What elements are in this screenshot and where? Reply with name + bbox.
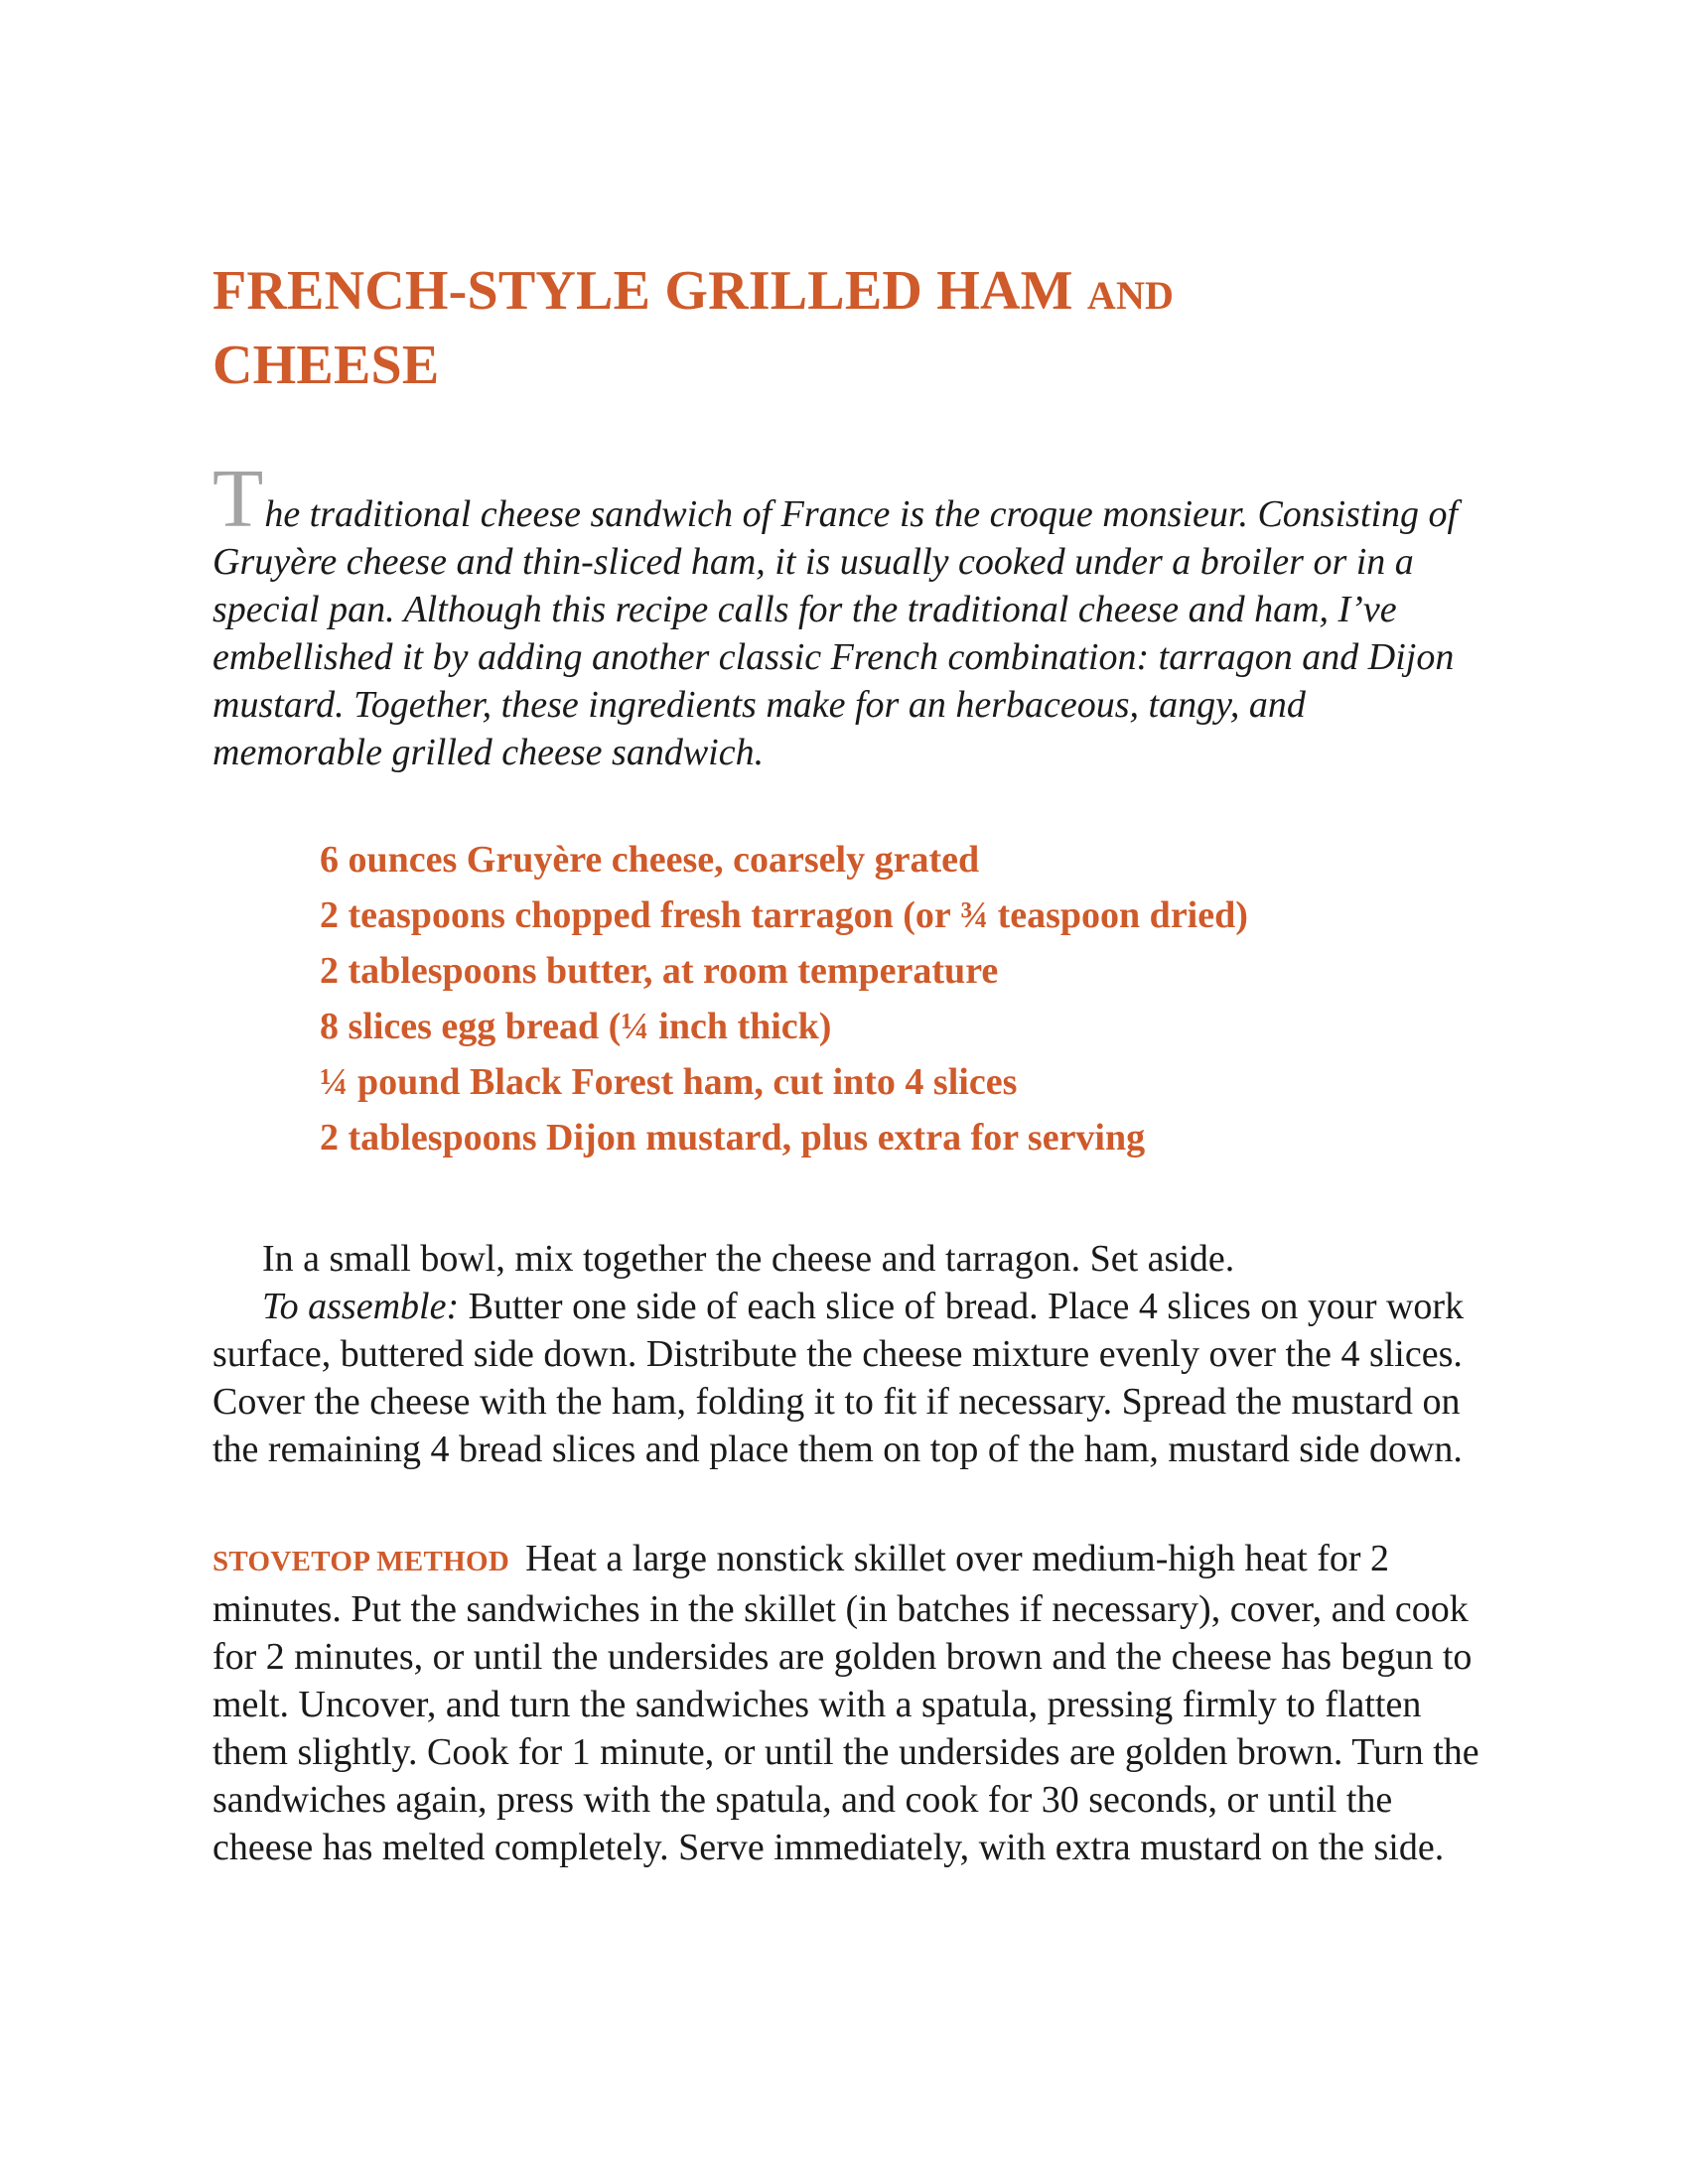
ingredient-item: 8 slices egg bread (¼ inch thick) [320, 1006, 832, 1047]
title-and: AND [1086, 273, 1175, 318]
intro-text: he traditional cheese sandwich of France is the croque monsieur. Consisting of Gruyère cheese and thin-sliced ham, it is usually cooked under a broiler or in a special pan. Although this recipe calls for the traditional cheese and ham, I’ve embellished it by adding another classic French combination: tarragon and Dijon mustard. Together, these ingredients make for an herbaceous, tangy, and memorable grilled cheese sandwich. [212, 493, 1459, 773]
drop-cap: T [212, 453, 264, 545]
title-end: CHEESE [212, 335, 440, 396]
ingredients-list [320, 832, 1493, 1165]
recipe-intro [212, 453, 1483, 776]
stovetop-label: STOVETOP METHOD [212, 1546, 510, 1577]
step-mix: In a small bowl, mix together the cheese and tarragon. Set aside. [262, 1238, 1235, 1280]
assemble-text: Butter one side of each slice of bread. Place 4 slices on your work surface, buttered side down. Distribute the cheese mixture evenly over the 4 slices. Cover the cheese with the ham, folding it to fit if necessary. Spread the mustard on the remaining 4 bread slices and place them on top of the ham, mustard side down. [212, 1286, 1465, 1470]
recipe-title [212, 256, 1493, 400]
ingredient-item: 6 ounces Gruyère cheese, coarsely grated [320, 839, 980, 881]
title-main: FRENCH-STYLE GRILLED HAM [212, 260, 1087, 322]
step-assemble [212, 1283, 1493, 1473]
assemble-label: To assemble: [262, 1286, 460, 1327]
ingredient-item: 2 tablespoons butter, at room temperature [320, 950, 999, 992]
stovetop-method [212, 1535, 1493, 1871]
ingredient-item: ¼ pound Black Forest ham, cut into 4 slices [320, 1061, 1018, 1103]
ingredient-item: 2 tablespoons Dijon mustard, plus extra for serving [320, 1117, 1146, 1159]
recipe-page [212, 256, 1493, 1871]
ingredient-item: 2 teaspoons chopped fresh tarragon (or ¾ teaspoon dried) [320, 894, 1248, 936]
stovetop-text: Heat a large nonstick skillet over medium-high heat for 2 minutes. Put the sandwiches in the skillet (in batches if necessary), cover, and cook for 2 minutes, or until the undersides are golden brown and the cheese has begun to melt. Uncover, and turn the sandwiches with a spatula, pressing firmly to flatten them slightly. Cook for 1 minute, or until the undersides are golden brown. Turn the sandwiches again, press with the spatula, and cook for 30 seconds, or until the cheese has melted completely. Serve immediately, with extra mustard on the side. [212, 1538, 1479, 1868]
